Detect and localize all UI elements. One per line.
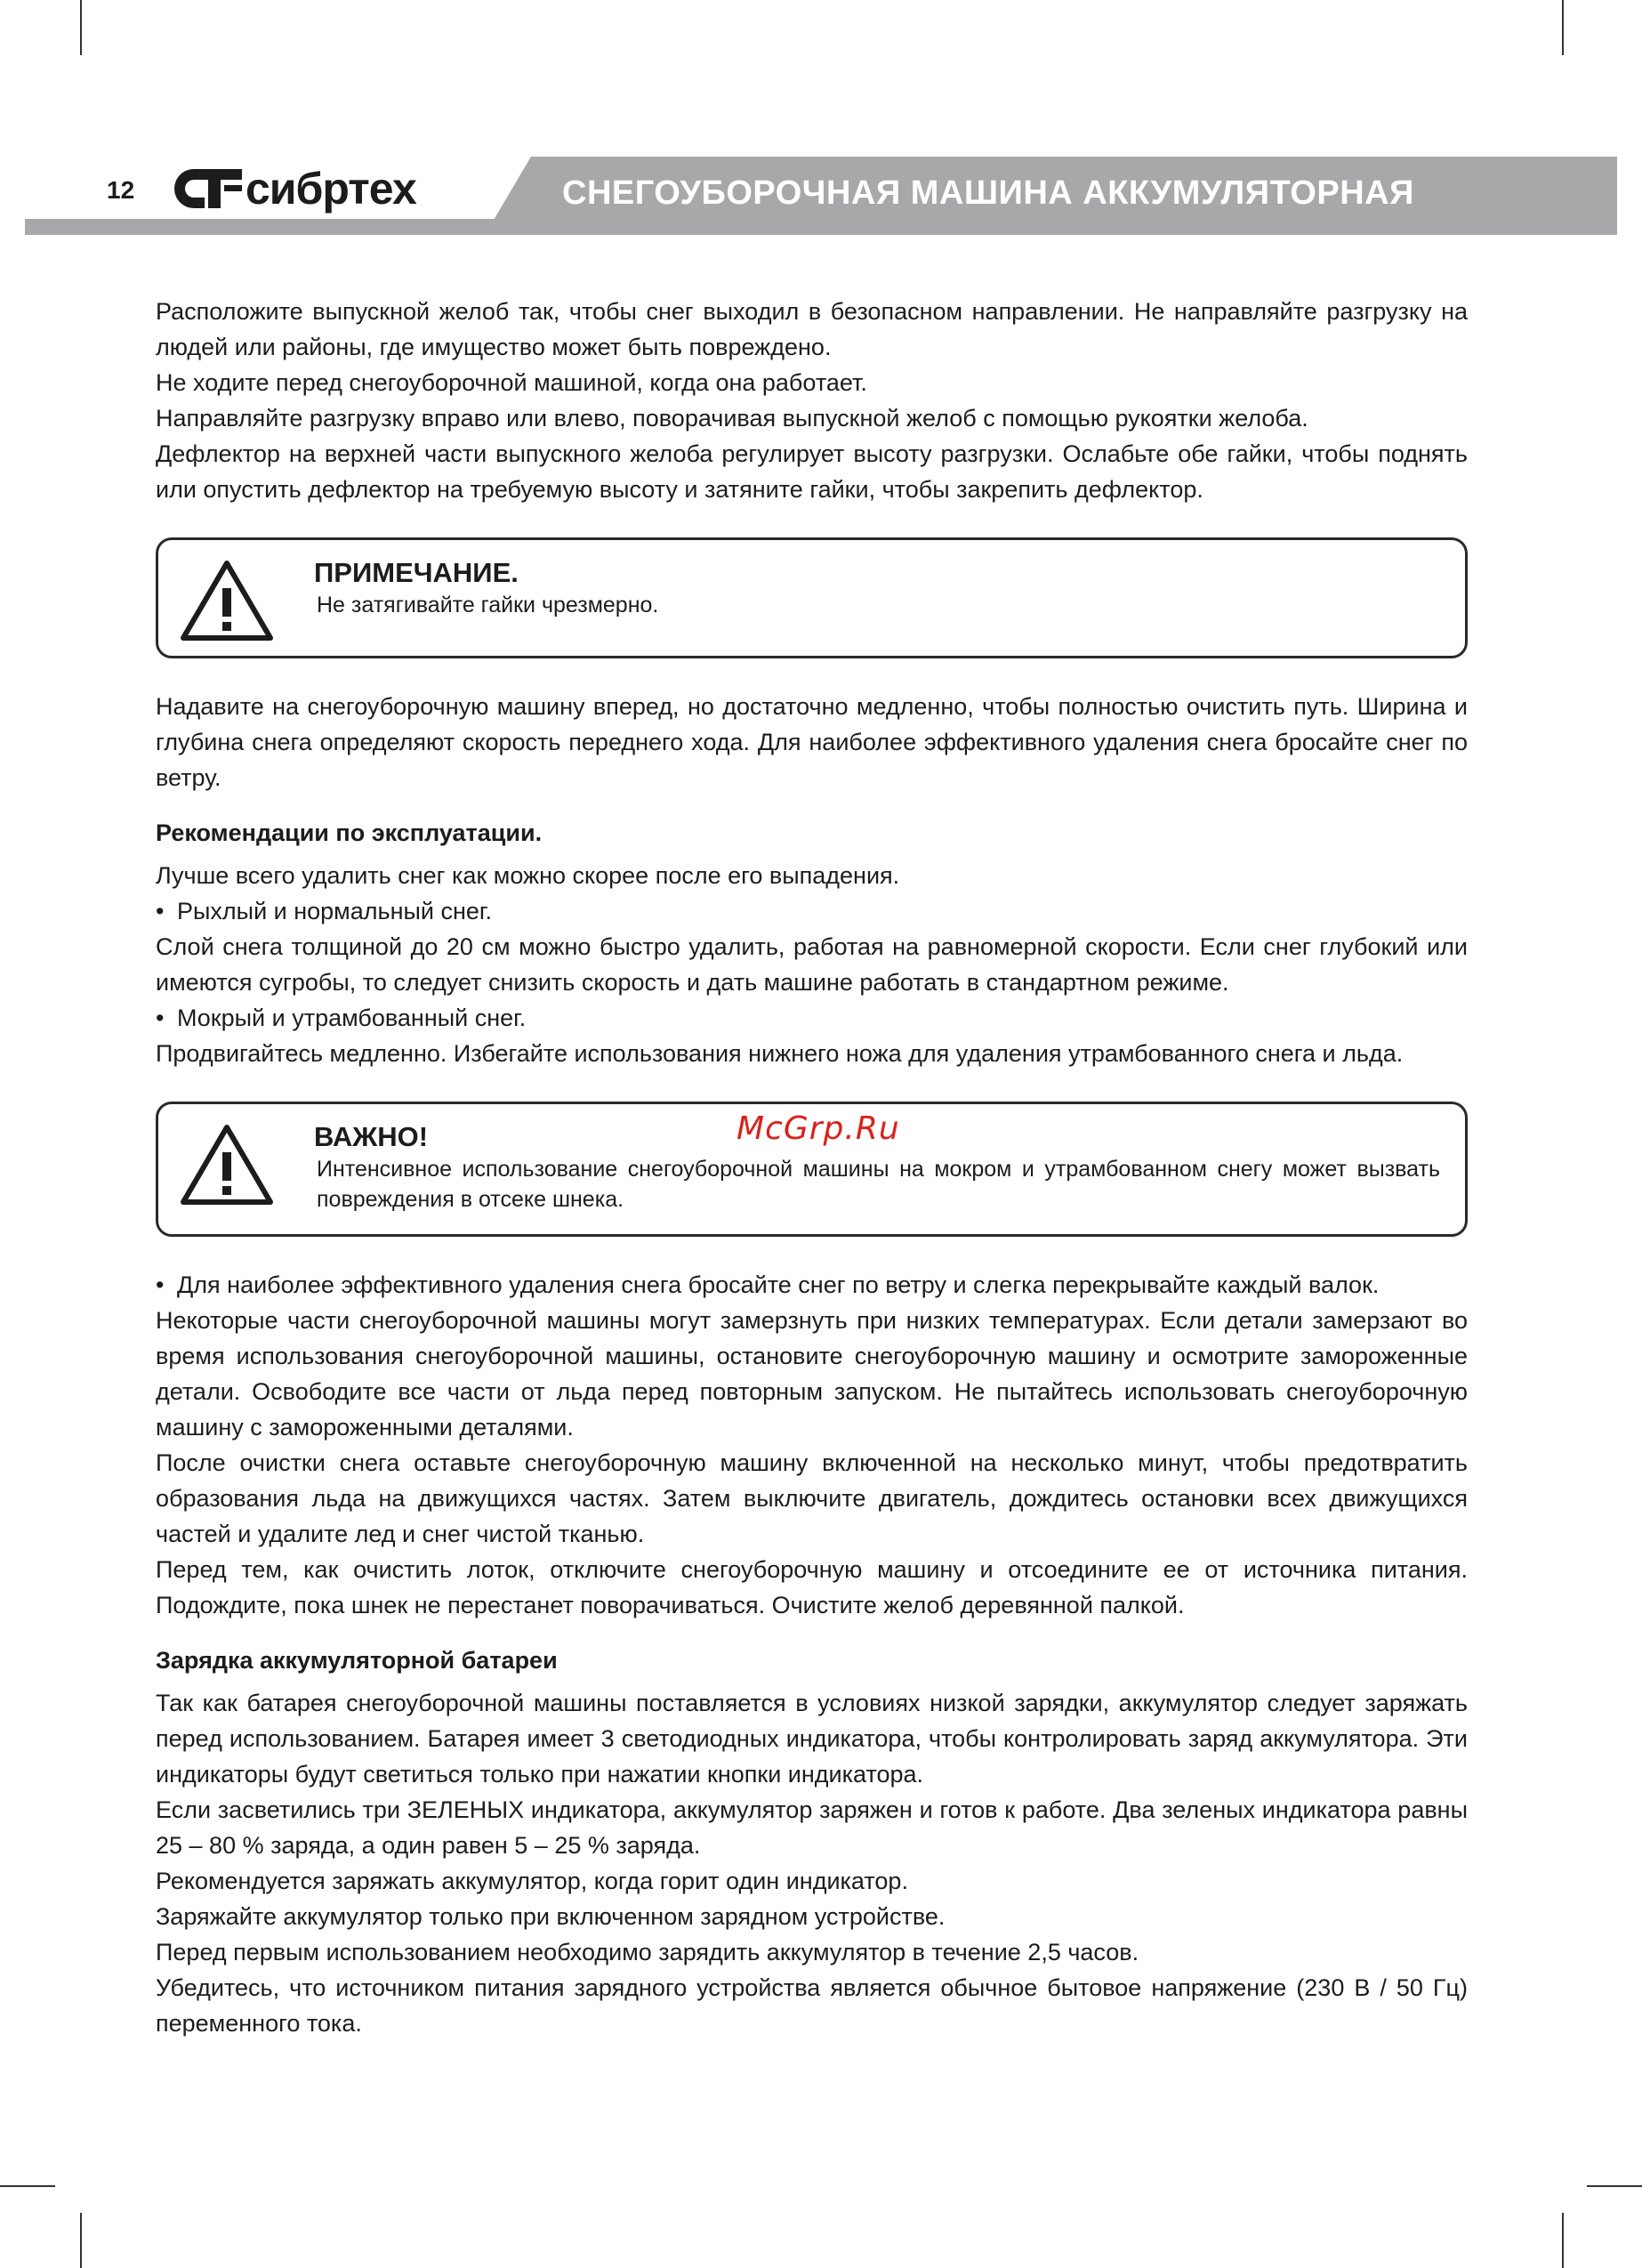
note-title: ПРИМЕЧАНИЕ. <box>314 557 519 588</box>
paragraph: Некоторые части снегоуборочной машины могут замерзнуть при низких температурах. Если детали замерзают во время использования снегоуборочной машины, остановите снегоуборочную машину и осмотрите замороженные детали. Освободите все части от льда перед повторным запуском. Не пытайтесь использовать снегоуборочную машину с замороженными деталями. <box>156 1307 1468 1441</box>
bullet-text: Для наиболее эффективного удаления снега бросайте снег по ветру и слегка перекрывайте каждый валок. <box>177 1271 1380 1298</box>
paragraph: Слой снега толщиной до 20 см можно быстро удалить, работая на равномерной скорости. Если снег глубокий или имеются сугробы, то следует снизить скорость и дать машине работать в стандартном режиме. <box>156 933 1468 996</box>
paragraph: Если засветились три ЗЕЛЕНЫХ индикатора, аккумулятор заряжен и готов к работе. Два зеленых индикатора равны 25 – 80 % заряда, а один равен 5 – 25 % заряда. <box>156 1796 1468 1859</box>
bullet-dot: • <box>156 1005 165 1031</box>
document-title: СНЕГОУБОРОЧНАЯ МАШИНА АККУМУЛЯТОРНАЯ <box>562 174 1414 212</box>
brand-name: сибртех <box>245 164 416 214</box>
page-content <box>156 294 1468 2041</box>
section-heading-charging: Зарядка аккумуляторной батареи <box>156 1647 558 1674</box>
crop-mark-right-low <box>1587 2185 1642 2187</box>
crop-mark-bottom-left <box>80 2213 82 2268</box>
page-header <box>0 151 1642 237</box>
brand-logo-icon <box>174 169 242 208</box>
bullet-dot: • <box>156 898 165 924</box>
bullet-text: Мокрый и утрамбованный снег. <box>177 1005 527 1031</box>
crop-mark-left-low <box>0 2185 55 2187</box>
paragraph: Надавите на снегоуборочную машину вперед, но достаточно медленно, чтобы полностью очистить путь. Ширина и глубина снега определяют скорость переднего хода. Для наиболее эффективного удаления снега бросайте снег по ветру. <box>156 693 1468 791</box>
bullet-dot: • <box>156 1271 165 1298</box>
watermark: McGrp.Ru <box>736 1110 900 1147</box>
crop-mark-top-left <box>80 0 82 55</box>
page-number: 12 <box>107 176 135 204</box>
important-callout <box>156 1102 1468 1237</box>
bullet-item <box>156 1000 1468 1036</box>
section-heading-recommendations: Рекомендации по эксплуатации. <box>156 819 543 846</box>
paragraph: После очистки снега оставьте снегоуборочную машину включенной на несколько минут, чтобы предотвратить образования льда на движущихся частях. Затем выключите двигатель, дождитесь остановки всех движущихся частей и удалите лед и снег чистой тканью. <box>156 1449 1468 1547</box>
paragraph: Лучше всего удалить снег как можно скорее после его выпадения. <box>156 862 900 889</box>
brand-logo <box>174 164 416 214</box>
paragraph: Рекомендуется заряжать аккумулятор, когда горит один индикатор. <box>156 1868 908 1894</box>
paragraph: Дефлектор на верхней части выпускного желоба регулирует высоту разгрузки. Ослабьте обе гайки, чтобы поднять или опустить дефлектор на требуемую высоту и затяните гайки, чтобы закрепить дефлектор. <box>156 440 1468 503</box>
paragraph: Заряжайте аккумулятор только при включенном зарядном устройстве. <box>156 1903 946 1930</box>
warning-triangle-icon <box>178 558 276 643</box>
bullet-item <box>156 893 1468 929</box>
bullet-text: Рыхлый и нормальный снег. <box>177 898 492 924</box>
crop-mark-bottom-right <box>1562 2213 1564 2268</box>
note-text: Не затягивайте гайки чрезмерно. <box>317 593 659 617</box>
paragraph: Продвигайтесь медленно. Избегайте использования нижнего ножа для удаления утрамбованного снега и льда. <box>156 1040 1404 1067</box>
paragraph: Так как батарея снегоуборочной машины поставляется в условиях низкой зарядки, аккумулятор следует заряжать перед использованием. Батарея имеет 3 светодиодных индикатора, чтобы контролировать заряд аккумулятора. Эти индикаторы будут светиться только при нажатии кнопки индикатора. <box>156 1690 1468 1788</box>
paragraph: Расположите выпускной желоб так, чтобы снег выходил в безопасном направлении. Не направляйте разгрузку на людей или районы, где имущество может быть повреждено. <box>156 298 1468 360</box>
crop-mark-top-right <box>1562 0 1564 55</box>
paragraph: Не ходите перед снегоуборочной машиной, когда она работает. <box>156 369 867 396</box>
paragraph: Перед тем, как очистить лоток, отключите снегоуборочную машину и отсоедините ее от источника питания. Подождите, пока шнек не перестанет поворачиваться. Очистите желоб деревянной палкой. <box>156 1556 1468 1618</box>
paragraph: Перед первым использованием необходимо зарядить аккумулятор в течение 2,5 часов. <box>156 1939 1139 1965</box>
important-text: Интенсивное использование снегоуборочной машины на мокром и утрамбованном снегу может вызвать повреждения в отсеке шнека. <box>317 1157 1440 1212</box>
paragraph: Убедитесь, что источником питания зарядного устройства является обычное бытовое напряжение (230 В / 50 Гц) переменного тока. <box>156 1974 1468 2037</box>
bullet-item <box>156 1267 1468 1303</box>
important-title: ВАЖНО! <box>314 1121 429 1152</box>
note-callout <box>156 537 1468 658</box>
paragraph: Направляйте разгрузку вправо или влево, поворачивая выпускной желоб с помощью рукоятки желоба. <box>156 405 1308 432</box>
warning-triangle-icon <box>178 1122 276 1207</box>
